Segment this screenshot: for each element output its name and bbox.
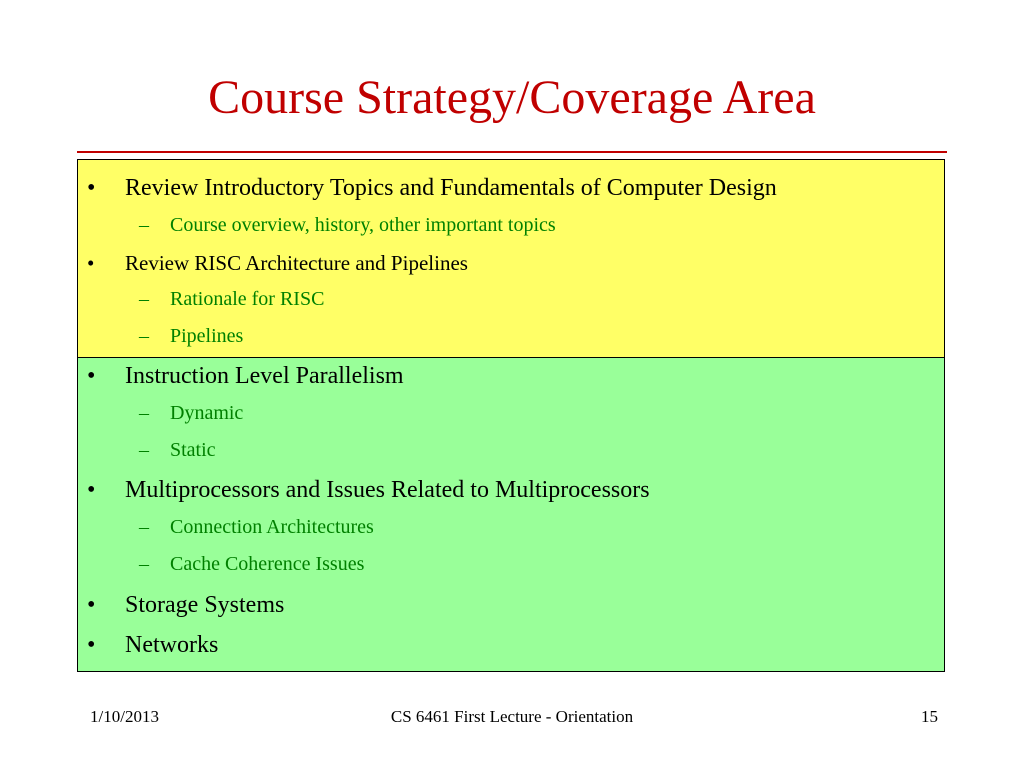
review-topics-box [77, 159, 945, 358]
dash-icon: – [139, 516, 149, 538]
bullet-text: Storage Systems [125, 592, 285, 618]
slide-title: Course Strategy/Coverage Area [208, 71, 816, 124]
bullet-icon: • [87, 251, 95, 275]
bullet-text: Review RISC Architecture and Pipelines [125, 251, 468, 275]
footer-date: 1/10/2013 [90, 707, 159, 726]
sub-item-text: Cache Coherence Issues [170, 553, 365, 575]
footer-title: CS 6461 First Lecture - Orientation [390, 707, 634, 726]
sub-item-text: Course overview, history, other important topics [170, 214, 556, 236]
sub-item-text: Dynamic [170, 402, 244, 424]
bullet-text: Networks [125, 632, 219, 658]
dash-icon: – [139, 325, 149, 347]
bullet-icon: • [87, 175, 96, 201]
dash-icon: – [139, 553, 149, 575]
dash-icon: – [139, 214, 149, 236]
bullet-icon: • [87, 363, 96, 389]
advanced-topics-box [77, 357, 945, 672]
sub-item-text: Static [170, 439, 216, 461]
sub-item-text: Connection Architectures [170, 516, 374, 538]
bullet-icon: • [87, 632, 96, 658]
sub-item-text: Pipelines [170, 325, 244, 347]
bullet-icon: • [87, 592, 96, 618]
dash-icon: – [139, 439, 149, 461]
sub-item-text: Rationale for RISC [170, 288, 325, 310]
bullet-text: Review Introductory Topics and Fundamentals of Computer Design [125, 175, 777, 201]
bullet-text: Instruction Level Parallelism [125, 363, 404, 389]
title-underline [77, 151, 947, 153]
dash-icon: – [139, 288, 149, 310]
page-number: 15 [921, 707, 938, 726]
dash-icon: – [139, 402, 149, 424]
bullet-icon: • [87, 477, 96, 503]
bullet-text: Multiprocessors and Issues Related to Multiprocessors [125, 477, 650, 503]
